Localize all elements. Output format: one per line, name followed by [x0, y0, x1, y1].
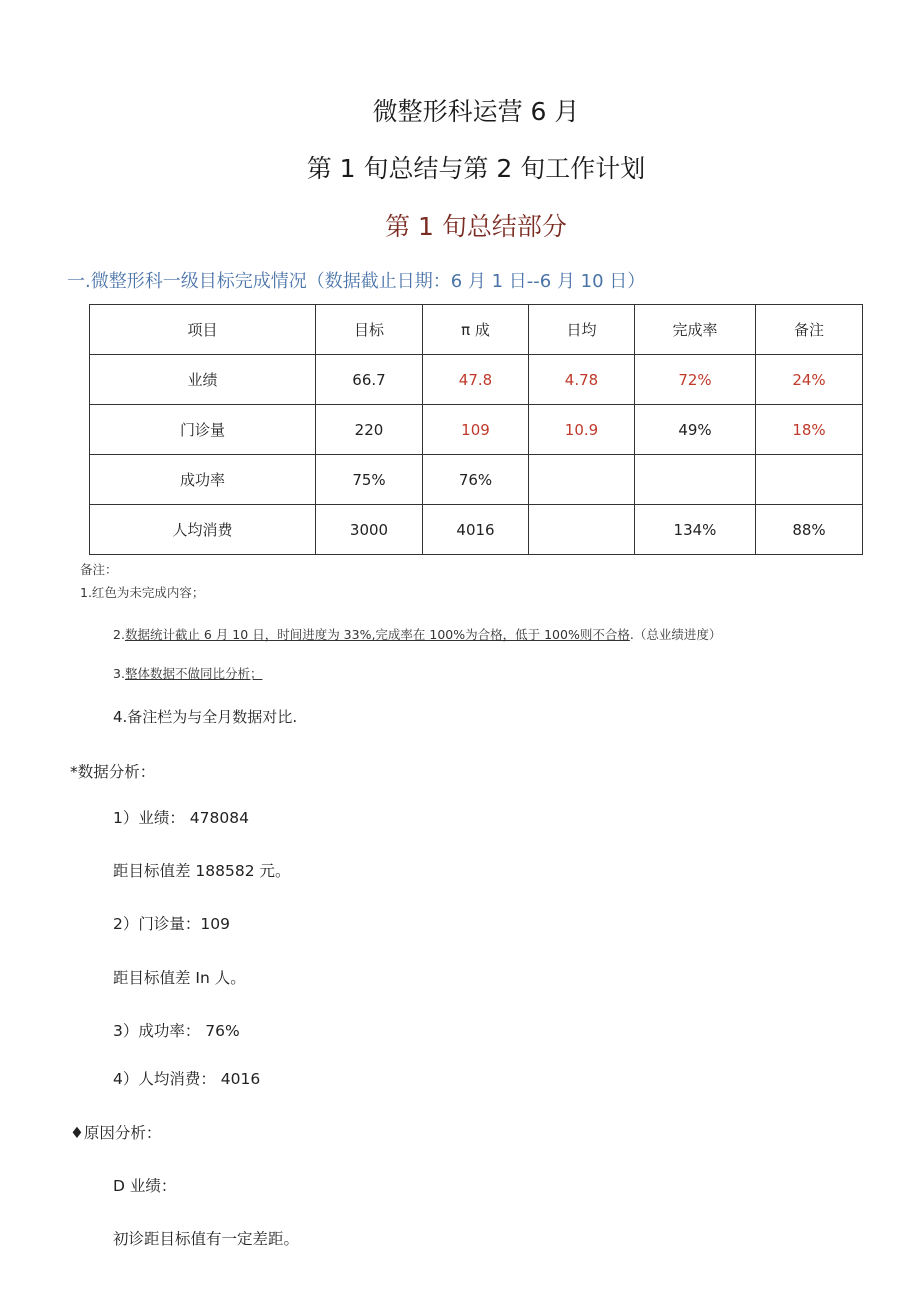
table-cell: 66.7 — [316, 355, 423, 405]
table-cell: 4016 — [423, 505, 529, 555]
note-2-number: 2. — [113, 627, 125, 642]
note-2-suffix: .（总业绩进度） — [629, 627, 722, 642]
note-2-underlined: 数据统计截止 6 月 10 日，时间进度为 33%,完成率在 100%为合格，低于 100%则不合格 — [124, 627, 630, 642]
table-cell: 18% — [756, 405, 863, 455]
table-row — [90, 505, 863, 555]
table-cell: 76% — [423, 455, 529, 505]
note-3-underlined: 整体数据不做同比分析； — [124, 666, 263, 681]
table-cell — [756, 455, 863, 505]
table-cell — [529, 505, 635, 555]
table-cell: 人均消费 — [90, 505, 316, 555]
table-cell: 220 — [316, 405, 423, 455]
table-cell: 4.78 — [529, 355, 635, 405]
analysis-item-3: 3）成功率： 76% — [113, 1022, 240, 1040]
note-1: 1.红色为未完成内容； — [80, 585, 205, 600]
table-cell: 成功率 — [90, 455, 316, 505]
table-cell: 3000 — [316, 505, 423, 555]
section-heading-targets: 一.微整形科一级目标完成情况（数据截止日期：6 月 1 日--6 月 10 日） — [67, 271, 646, 292]
table-cell: 88% — [756, 505, 863, 555]
document-title: 微整形科运营 6 月 — [372, 97, 580, 126]
table-cell — [529, 455, 635, 505]
cause-item-1-detail: 初诊距目标值有一定差距。 — [113, 1230, 300, 1248]
analysis-heading: *数据分析： — [70, 763, 156, 781]
table-cell — [635, 455, 756, 505]
table-cell: 24% — [756, 355, 863, 405]
analysis-item-4: 4）人均消费： 4016 — [113, 1070, 261, 1088]
table-cell: 75% — [316, 455, 423, 505]
table-row — [90, 355, 863, 405]
analysis-item-2: 2）门诊量：109 — [113, 915, 230, 933]
note-2 — [113, 625, 721, 643]
header-cell: 项目 — [90, 305, 316, 355]
header-cell: 目标 — [316, 305, 423, 355]
note-3 — [113, 664, 262, 682]
table-row — [90, 455, 863, 505]
table-cell: 109 — [423, 405, 529, 455]
table-header-row — [90, 305, 863, 355]
analysis-item-1: 1）业绩： 478084 — [113, 809, 249, 827]
section-title: 第 1 旬总结部分 — [385, 212, 567, 241]
targets-table — [89, 304, 863, 555]
table-cell: 门诊量 — [90, 405, 316, 455]
table-cell: 134% — [635, 505, 756, 555]
document-subtitle: 第 1 旬总结与第 2 旬工作计划 — [306, 154, 646, 183]
table-row — [90, 405, 863, 455]
table-cell: 10.9 — [529, 405, 635, 455]
table-cell: 47.8 — [423, 355, 529, 405]
table-cell: 49% — [635, 405, 756, 455]
cause-heading: ♦原因分析： — [70, 1124, 162, 1142]
header-cell: 备注 — [756, 305, 863, 355]
header-cell: π 成 — [423, 305, 529, 355]
table-cell: 72% — [635, 355, 756, 405]
note-4: 4.备注栏为与全月数据对比. — [113, 708, 298, 726]
note-3-number: 3. — [113, 666, 125, 681]
notes-label: 备注： — [80, 562, 118, 577]
analysis-item-1-detail: 距目标值差 188582 元。 — [113, 862, 291, 880]
header-cell: 日均 — [529, 305, 635, 355]
cause-item-1: D 业绩： — [113, 1177, 177, 1195]
header-cell: 完成率 — [635, 305, 756, 355]
analysis-item-2-detail: 距目标值差 In 人。 — [113, 969, 246, 987]
table-cell: 业绩 — [90, 355, 316, 405]
